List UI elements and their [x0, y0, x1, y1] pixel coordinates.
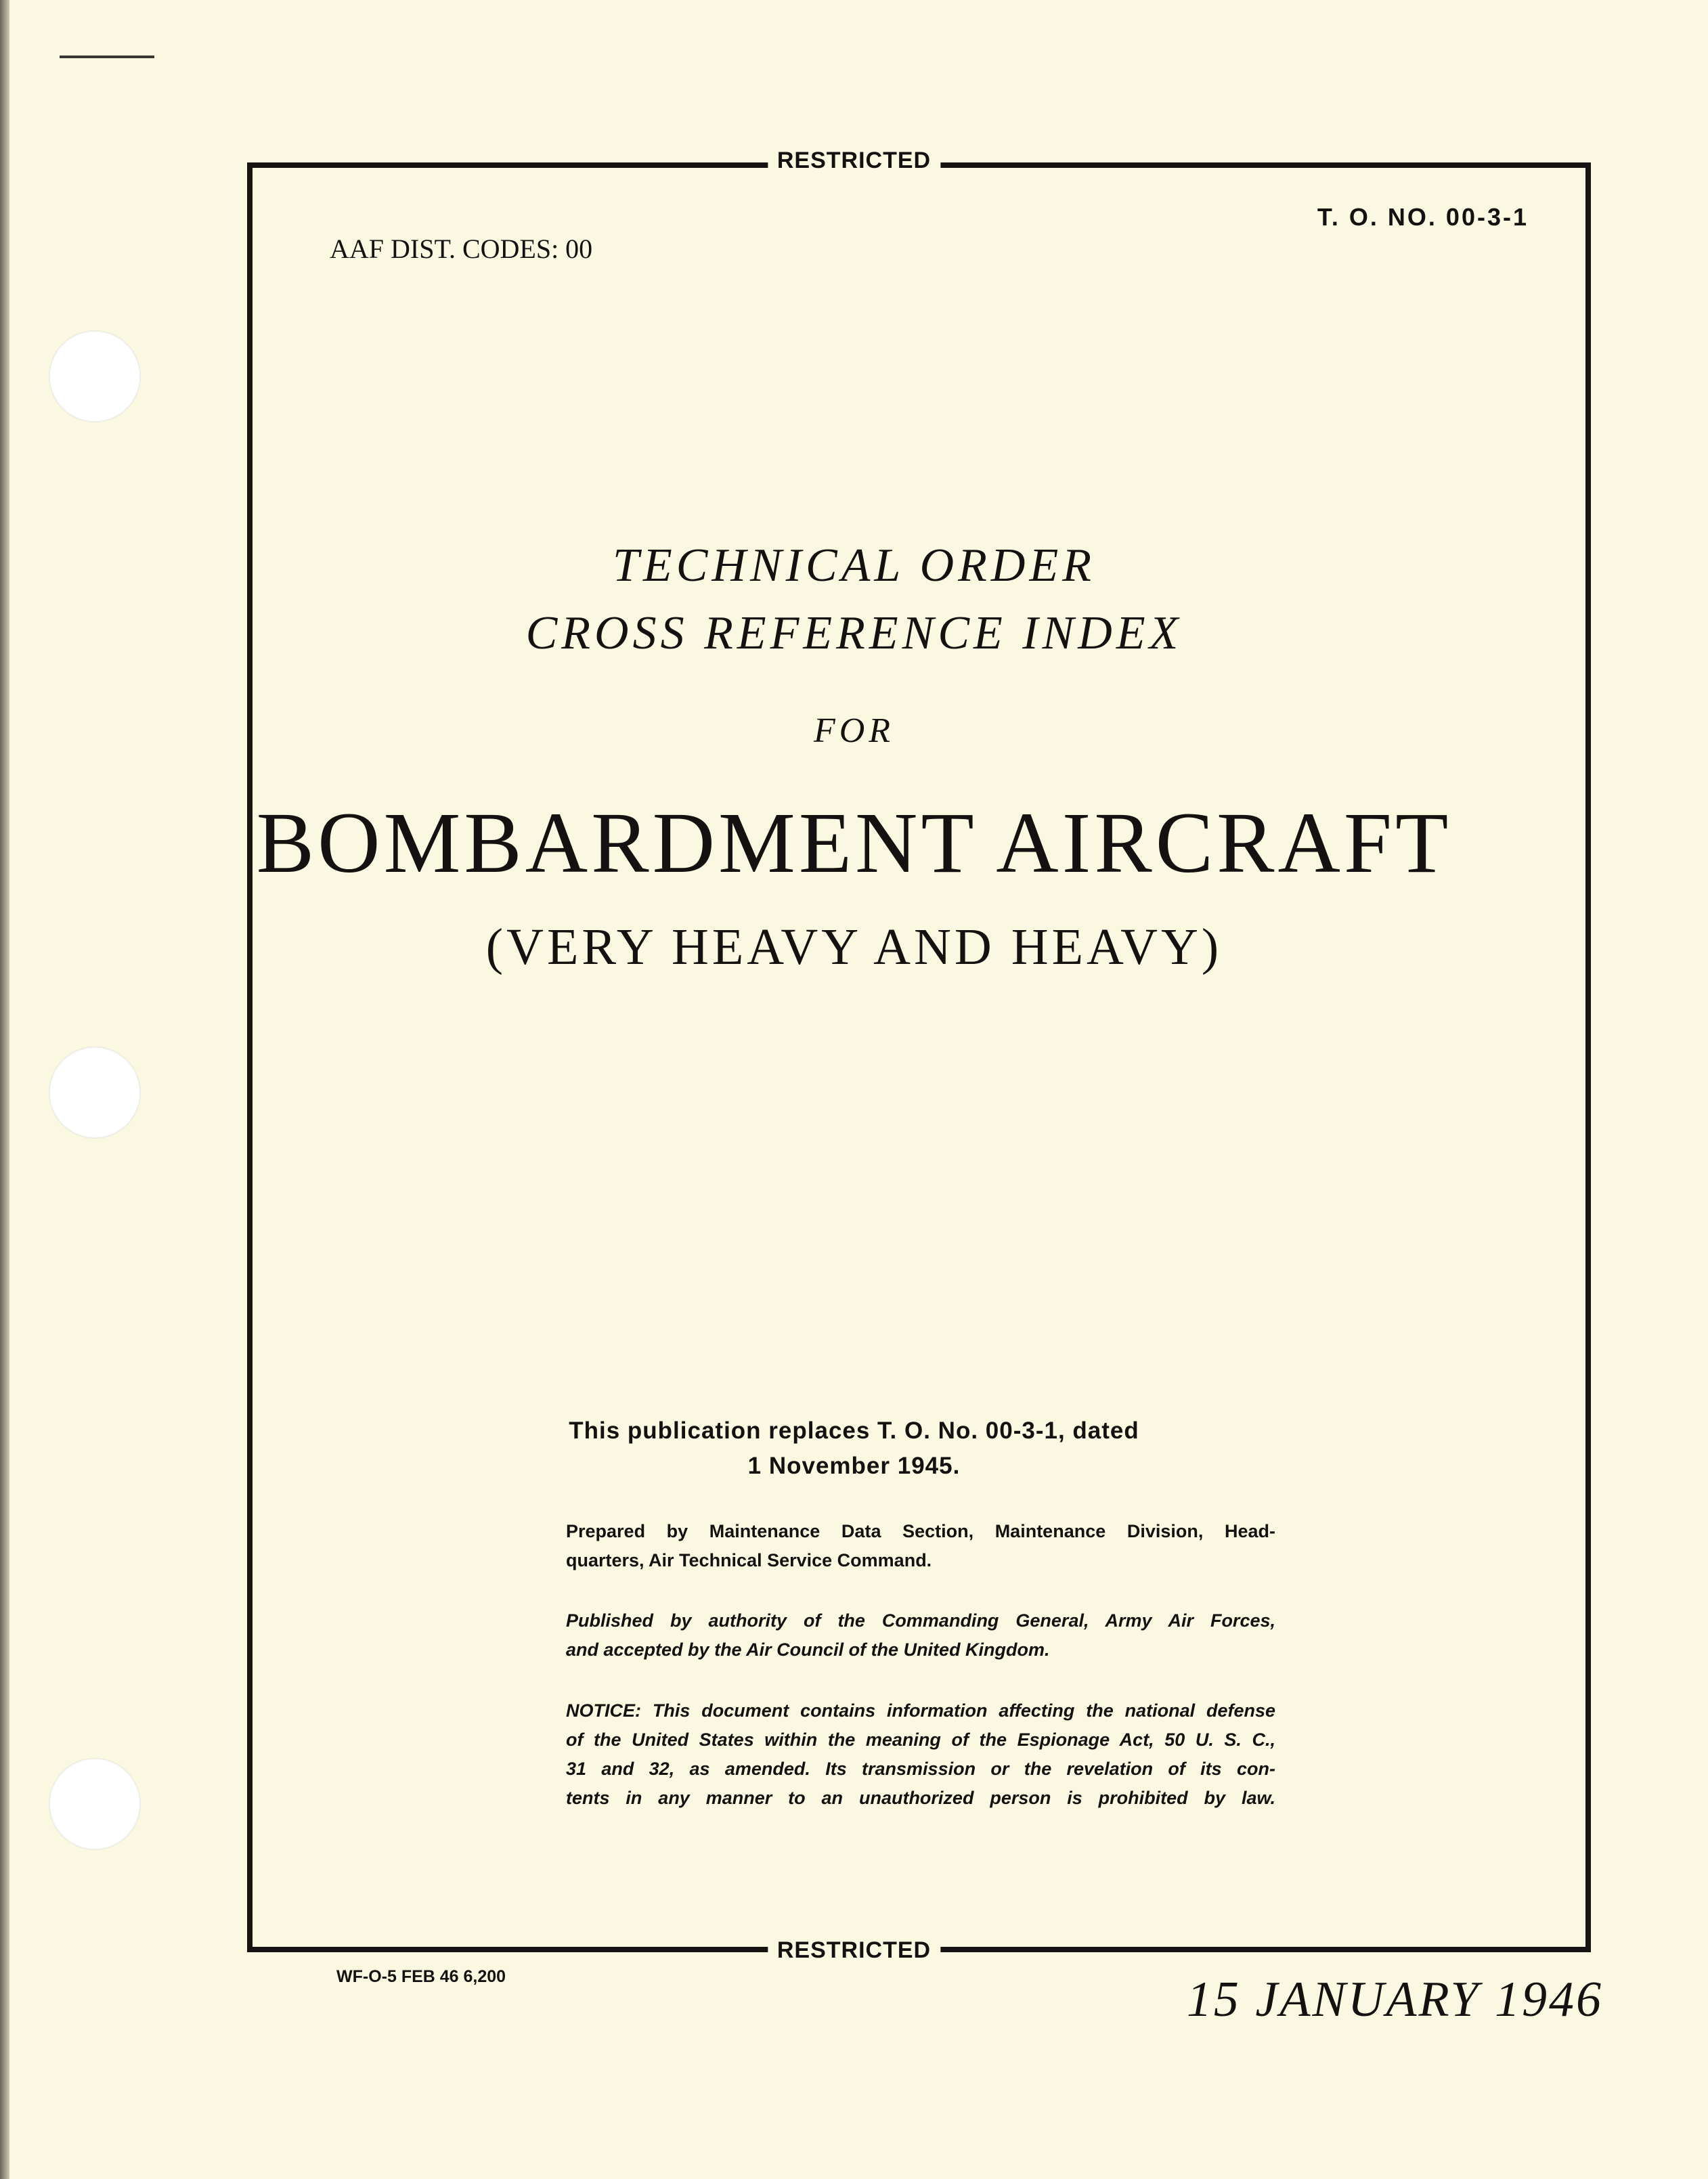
published-line: and accepted by the Air Council of the United Kingdom. [566, 1639, 1050, 1660]
prepared-note [566, 1517, 1275, 1575]
prepared-line: Prepared by Maintenance Data Section, Maintenance Division, Head- [566, 1521, 1275, 1541]
main-title: BOMBARDMENT AIRCRAFT [256, 795, 1452, 891]
classification-top: RESTRICTED [768, 148, 940, 174]
classification-bottom: RESTRICTED [768, 1937, 940, 1964]
replaces-line: 1 November 1945. [747, 1453, 961, 1479]
title-line-1: TECHNICAL ORDER [613, 540, 1095, 592]
replaces-note [0, 1413, 1708, 1484]
published-line: Published by authority of the Commanding General, Army Air Forces, [566, 1610, 1275, 1631]
prepared-line: quarters, Air Technical Service Command. [566, 1550, 932, 1570]
replaces-line: This publication replaces T. O. No. 00-3-1, dated [569, 1417, 1139, 1444]
pencil-mark [60, 56, 154, 58]
notice-line: of the United States within the meaning of the Espionage Act, 50 U. S. C., [566, 1730, 1275, 1750]
notice-line: 31 and 32, as amended. Its transmission or the revelation of its con- [566, 1759, 1275, 1779]
published-note [566, 1606, 1275, 1665]
punch-hole [49, 1758, 141, 1850]
print-code: WF-O-5 FEB 46 6,200 [336, 1967, 506, 1986]
page-edge [0, 0, 9, 2179]
subtitle: (VERY HEAVY AND HEAVY) [485, 919, 1223, 975]
issue-date: 15 JANUARY 1946 [1186, 1972, 1603, 2027]
notice-line: tents in any manner to an unauthorized person is prohibited by law. [566, 1788, 1275, 1808]
title-line-2: CROSS REFERENCE INDEX [525, 607, 1183, 659]
notice [566, 1696, 1275, 1813]
notice-line: NOTICE: This document contains information affecting the national defense [566, 1700, 1275, 1721]
dist-codes: AAF DIST. CODES: 00 [330, 234, 593, 264]
to-number: T. O. NO. 00-3-1 [1317, 203, 1529, 231]
punch-hole [49, 330, 141, 422]
title-for: FOR [813, 711, 895, 750]
page-border [247, 162, 1591, 1952]
punch-hole [49, 1047, 141, 1139]
